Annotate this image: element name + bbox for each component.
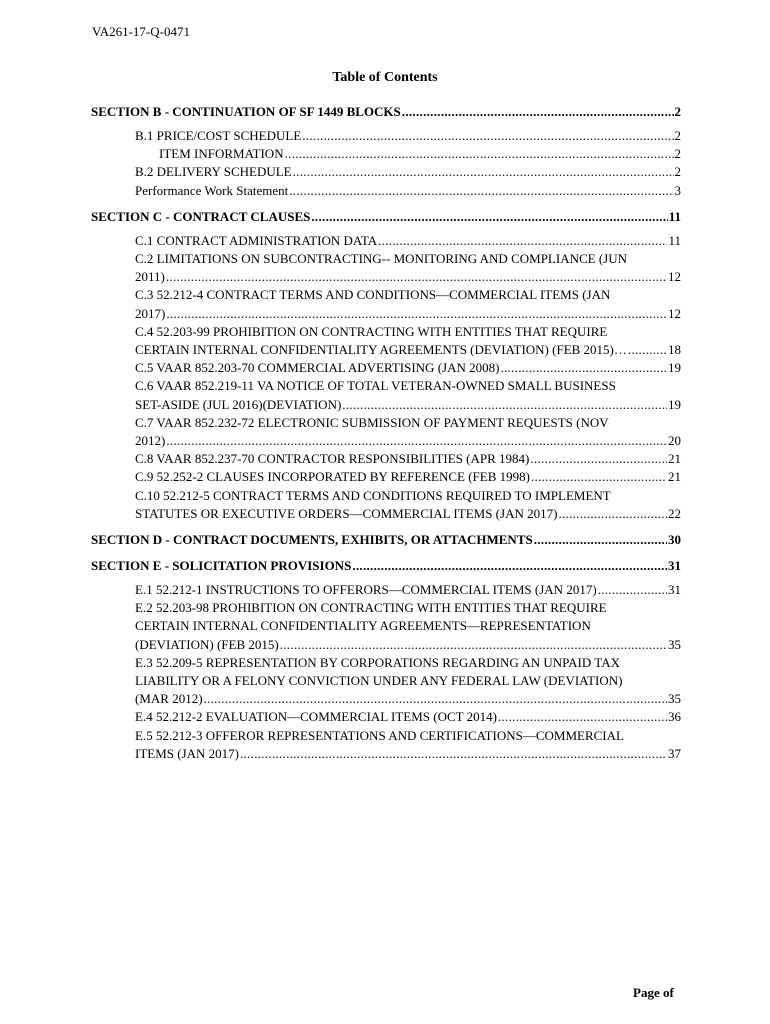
page-number: 11 [668, 232, 681, 248]
dot-leader [166, 432, 667, 450]
dot-leader [498, 708, 667, 726]
toc-entry[interactable] [135, 341, 681, 359]
entry-title: C.1 CONTRACT ADMINISTRATION DATA [135, 232, 378, 248]
toc-entry-text-line: LIABILITY OR A FELONY CONVICTION UNDER ANY FEDERAL LAW (DEVIATION) [135, 673, 623, 689]
page-number: 35 [668, 636, 681, 652]
dot-leader [166, 268, 667, 286]
toc-section-entry[interactable] [91, 530, 681, 549]
toc-entry[interactable] [135, 232, 681, 250]
page-number: 35 [668, 691, 681, 707]
toc-entry[interactable] [135, 163, 681, 181]
entry-title: 2011) [135, 269, 165, 285]
page-number: 19 [668, 360, 681, 376]
toc-subentries [135, 581, 681, 763]
toc-subentries [135, 127, 681, 200]
toc-title: Table of Contents [332, 70, 438, 85]
toc-entry-text-line: C.10 52.212-5 CONTRACT TERMS AND CONDITIONS REQUIRED TO IMPLEMENT [135, 487, 611, 503]
toc-entry[interactable] [135, 268, 681, 286]
toc-section-entry[interactable] [91, 207, 681, 226]
section-title: SECTION E - SOLICITATION PROVISIONS [91, 558, 352, 574]
dot-leader [534, 530, 667, 549]
dot-leader [352, 556, 667, 575]
table-of-contents [91, 102, 681, 764]
toc-entry[interactable] [135, 305, 681, 323]
dot-leader [289, 182, 673, 200]
entry-title: 2012) [135, 433, 166, 449]
toc-entry[interactable] [135, 432, 681, 450]
dot-leader [342, 396, 667, 414]
entry-title: STATUTES OR EXECUTIVE ORDERS—COMMERCIAL ITEMS (JAN 2017) [135, 505, 558, 521]
toc-section-entry[interactable] [91, 102, 681, 121]
entry-title: B.2 DELIVERY SCHEDULE [135, 164, 292, 180]
entry-title: C.5 VAAR 852.203-70 COMMERCIAL ADVERTISING (JAN 2008) [135, 360, 500, 376]
dot-leader [598, 581, 667, 599]
page-number: 2 [674, 128, 681, 143]
toc-entry-text-line: C.3 52.212-4 CONTRACT TERMS AND CONDITIONS—COMMERCIAL ITEMS (JAN [135, 287, 611, 303]
toc-entry-text-line: C.4 52.203-99 PROHIBITION ON CONTRACTING WITH ENTITIES THAT REQUIRE [135, 323, 608, 339]
page-number: 2 [674, 146, 681, 162]
dot-leader [293, 163, 674, 181]
page-number: 11 [668, 208, 681, 224]
dot-leader [204, 690, 667, 708]
toc-entry-text-line: C.2 LIMITATIONS ON SUBCONTRACTING-- MONITORING AND COMPLIANCE (JUN [135, 251, 627, 267]
page-number: 21 [668, 469, 681, 485]
toc-entry[interactable] [135, 182, 681, 200]
toc-section-entry[interactable] [91, 556, 681, 575]
dot-leader [500, 359, 667, 377]
entry-title: 2017) [135, 305, 166, 321]
page-number: 12 [668, 269, 681, 285]
toc-entry-text-line: CERTAIN INTERNAL CONFIDENTIALITY AGREEMENTS—REPRESENTATION [135, 618, 591, 634]
dot-leader [240, 745, 667, 763]
toc-entry[interactable] [135, 145, 681, 163]
page-number: 2 [674, 104, 681, 119]
toc-entry-text-line: E.2 52.203-98 PROHIBITION ON CONTRACTING WITH ENTITIES THAT REQUIRE [135, 600, 607, 616]
page-number: 19 [668, 396, 681, 412]
section-title: SECTION D - CONTRACT DOCUMENTS, EXHIBITS, OR ATTACHMENTS [91, 532, 533, 548]
page-footer: Page of [633, 985, 674, 1000]
document-id: VA261-17-Q-0471 [92, 24, 190, 39]
entry-title: E.4 52.212-2 EVALUATION—COMMERCIAL ITEMS (OCT 2014) [135, 709, 497, 725]
toc-entry[interactable] [135, 127, 681, 145]
dot-leader [285, 145, 674, 163]
dot-leader [558, 505, 667, 523]
page-number: 36 [668, 709, 681, 725]
page-number: 22 [668, 505, 681, 521]
page-number: 12 [668, 305, 681, 321]
section-title: SECTION B - CONTINUATION OF SF 1449 BLOCKS [91, 104, 401, 119]
entry-title: Performance Work Statement [135, 182, 289, 198]
page-number: 20 [668, 433, 681, 449]
toc-entry[interactable] [135, 690, 681, 708]
dot-leader [402, 102, 674, 121]
page-number: 21 [668, 451, 681, 467]
page-number: 2 [674, 164, 681, 180]
toc-entry[interactable] [135, 505, 681, 523]
dot-leader [311, 207, 667, 226]
dot-leader [378, 232, 667, 250]
page-number: 18 [668, 342, 681, 358]
toc-subentries [135, 232, 681, 523]
entry-title: E.1 52.212-1 INSTRUCTIONS TO OFFERORS—COMMERCIAL ITEMS (JAN 2017) [135, 582, 597, 598]
toc-entry-text-line: E.5 52.212-3 OFFEROR REPRESENTATIONS AND CERTIFICATIONS—COMMERCIAL [135, 727, 624, 743]
toc-entry[interactable] [135, 581, 681, 599]
page-number: 31 [668, 558, 681, 574]
page-number: 30 [668, 532, 681, 548]
entry-title: ITEMS (JAN 2017) [135, 745, 239, 761]
toc-entry[interactable] [135, 745, 681, 763]
entry-title: C.8 VAAR 852.237-70 CONTRACTOR RESPONSIBILITIES (APR 1984) [135, 451, 530, 467]
entry-title: CERTAIN INTERNAL CONFIDENTIALITY AGREEMENTS (DEVIATION) (FEB 2015)… [135, 342, 627, 358]
entry-title: C.9 52.252-2 CLAUSES INCORPORATED BY REFERENCE (FEB 1998) [135, 469, 530, 485]
toc-entry[interactable] [135, 359, 681, 377]
toc-entry-text-line: C.6 VAAR 852.219-11 VA NOTICE OF TOTAL VETERAN-OWNED SMALL BUSINESS [135, 378, 616, 394]
dot-leader [628, 341, 667, 359]
toc-entry[interactable] [135, 636, 681, 654]
entry-title: ITEM INFORMATION [159, 146, 284, 162]
toc-entry-text-line: E.3 52.209-5 REPRESENTATION BY CORPORATIONS REGARDING AN UNPAID TAX [135, 654, 620, 670]
page-number: 37 [668, 745, 681, 761]
page-number: 31 [668, 582, 681, 598]
dot-leader [531, 468, 667, 486]
dot-leader [530, 450, 667, 468]
dot-leader [302, 127, 673, 145]
toc-entry[interactable] [135, 450, 681, 468]
page-number: 3 [674, 182, 681, 198]
entry-title: (DEVIATION) (FEB 2015) [135, 636, 279, 652]
toc-entry[interactable] [135, 396, 681, 414]
toc-entry[interactable] [135, 708, 681, 726]
section-title: SECTION C - CONTRACT CLAUSES [91, 208, 311, 224]
entry-title: SET-ASIDE (JUL 2016)(DEVIATION) [135, 396, 342, 412]
entry-title: B.1 PRICE/COST SCHEDULE [135, 128, 302, 143]
toc-entry[interactable] [135, 468, 681, 486]
toc-entry-text-line: C.7 VAAR 852.232-72 ELECTRONIC SUBMISSION OF PAYMENT REQUESTS (NOV [135, 414, 609, 430]
entry-title: (MAR 2012) [135, 691, 203, 707]
dot-leader [280, 636, 667, 654]
dot-leader [166, 305, 667, 323]
